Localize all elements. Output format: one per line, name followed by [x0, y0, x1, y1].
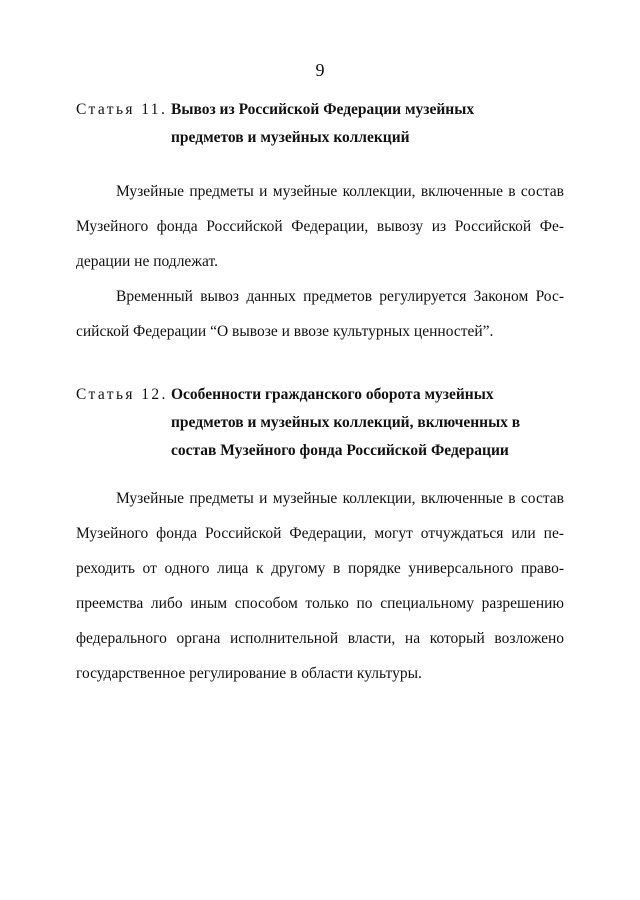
text-line: Музейные предметы и музейные коллекции, включенные в состав [116, 183, 564, 200]
article-11-paragraph-2 [76, 279, 564, 349]
article-12-title-line: предметов и музейных коллекций, включенных в [171, 414, 521, 431]
article-11-title-line: предметов и музейных коллекций [171, 129, 410, 146]
text-line: Музейные предметы и музейные коллекции, включенные в состав [116, 490, 564, 507]
article-12-title-line: Особенности гражданского оборота музейных [171, 386, 494, 403]
text-line: преемства либо иным способом только по специальному разрешению [76, 595, 564, 612]
text-line: федерального органа исполнительной власти, на который возложено [76, 630, 564, 647]
text-line: дерации не подлежат. [76, 253, 218, 270]
article-11-prefix: Статья 11. [76, 101, 168, 118]
article-12-prefix: Статья 12. [76, 386, 168, 403]
text-line: Музейного фонда Российской Федерации, вывозу из Российской Фе- [76, 218, 564, 235]
article-11-title-line: Вывоз из Российской Федерации музейных [171, 101, 475, 118]
article-11-heading [76, 99, 566, 149]
article-11 [76, 99, 566, 149]
text-line: Музейного фонда Российской Федерации, могут отчуждаться или пе- [76, 525, 564, 542]
article-11-paragraph-1 [76, 174, 564, 279]
article-12-title-line: состав Музейного фонда Российской Федерации [171, 442, 509, 459]
text-line: реходить от одного лица к другому в порядке универсального право- [76, 560, 564, 577]
text-line: сийской Федерации “О вывозе и ввозе культурных ценностей”. [76, 323, 494, 340]
article-12-paragraph-1 [76, 481, 564, 691]
article-12 [76, 384, 566, 462]
page-number: 9 [315, 60, 325, 80]
article-12-heading [76, 384, 566, 462]
text-line: Временный вывоз данных предметов регулируется Законом Рос- [116, 288, 564, 305]
text-line: государственное регулирование в области культуры. [76, 665, 422, 682]
